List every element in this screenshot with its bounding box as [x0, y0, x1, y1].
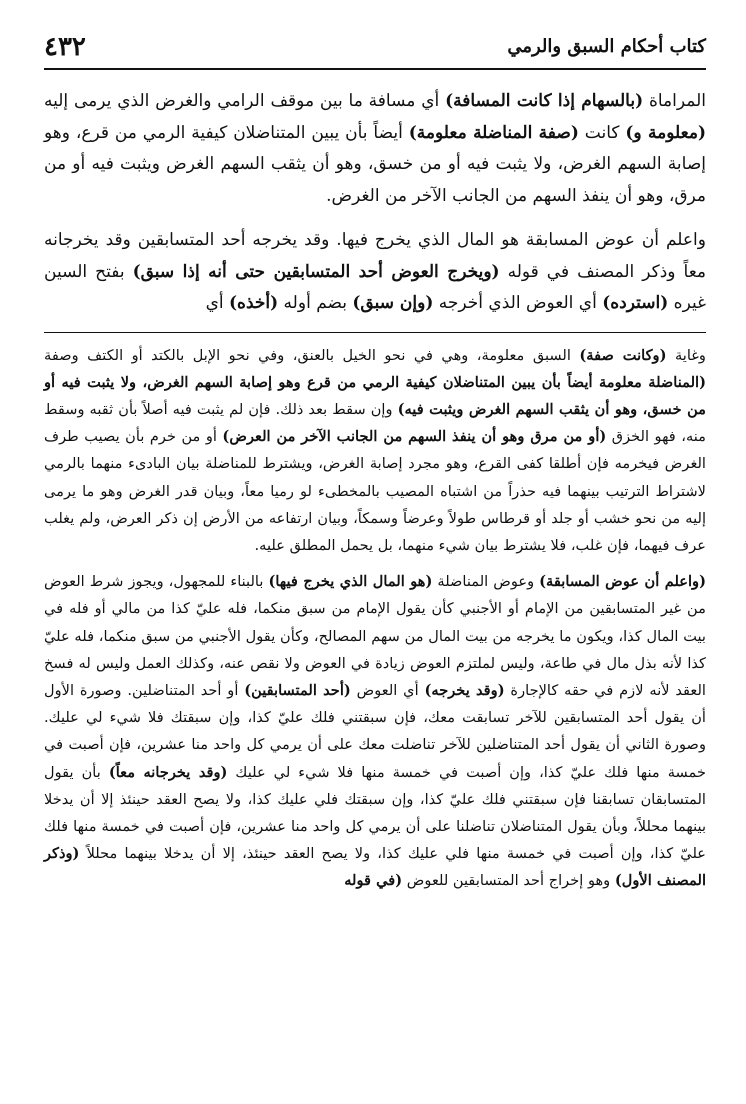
- text-run: المراماة: [643, 91, 707, 111]
- bold-quote: (وذكر المصنف الأول): [44, 845, 706, 890]
- text-run: وهو إخراج أحد المتسابقين للعوض: [402, 872, 615, 890]
- main-paragraph: [44, 225, 706, 320]
- page-number: ٤٣٢: [44, 32, 86, 62]
- bold-quote: (أو من مرق وهو أن ينفذ السهم من الجانب الآخر من العرض): [222, 428, 607, 446]
- bold-quote: (وقد يخرجانه معاً): [108, 763, 228, 781]
- bold-quote: (هو المال الذي يخرج فيها): [268, 573, 433, 591]
- text-run: أي العوض: [350, 681, 425, 699]
- text-run: أي مسافة ما بين موقف الرامي والغرض الذي يرمى إليه: [44, 91, 446, 111]
- bold-quote: (واعلم أن عوض المسابقة): [539, 573, 706, 591]
- text-run: بالبناء للمجهول، ويجوز شرط العوض من غير المتسابقين من الإمام أو الأجنبي كأن يقول الإمام من سبق منكما، فله عليّ كذا من مالي أو فله في بيت المال كذا، ويكون ما يخرجه من بيت المال من سهم المصالح، وكأن يقول الأجنبي من سبق منكما، فله عليّ كذا لأنه بذل مال في طاعة، وليس لملتزم العوض زيادة في العوض ولا نقص عنه، وكذلك العمل وليس له فسخ العقد لأنه لازم في حقه كالإجارة: [44, 573, 706, 699]
- text-run: أو أحد المتناضلين. وصورة الأول أن يقول أحد المتسابقين للآخر تسابقت معك، فإن سبقتني فلك عليّ كذا، وإن سبقتك فلا شيء لي عليك. وصورة الثاني أن يقول أحد المتناضلين للآخر تناضلت معك على أن يرمي كل واحد منا عشرين، فإن أصبت في خمسة منها فلك عليّ كذا، وإن أصبت في خمسة منها فلا شيء لي عليك: [44, 681, 706, 781]
- text-run: وغاية: [666, 346, 706, 364]
- text-run: أيضاً بأن يبين المتناضلان كيفية الرمي من قرع، وهو إصابة السهم الغرض، ولا يثبت فيه أو من خسق، وهو أن يثقب السهم الغرض ويثبت فيه أو من مرق، وهو أن ينفذ السهم من الجانب الآخر من الغرض.: [44, 122, 706, 206]
- text-run: وعوض المناضلة: [432, 573, 540, 591]
- commentary-text: [44, 342, 706, 895]
- bold-quote: (المناضلة معلومة أيضاً بأن يبين المتناضلان كيفية الرمي من قرع وهو إصابة السهم الغرض، ولا يثبت فيه أو من خسق، وهو أن يثقب السهم الغرض ويثبت فيه): [44, 373, 706, 418]
- text-run: أي: [205, 293, 229, 313]
- text-run: أو من خرم بأن يصيب طرف الغرض فيخرمه فإن أطلقا كفى القرع، وهو مجرد إصابة الغرض، ويشترط للمناضلة بيان البادىء منهما بالرمي لاشتراط الترتيب بينهما فيه حذراً من اشتباه المصيب بالمخطىء لو رميا معاً، وبيان قدر الغرض وهو ما يرمى إليه من نحو خشب أو جلد أو قرطاس طولاً وعرضاً وسمكاً، وبيان ارتفاعه من الأرض إن ذكر العرض، ولم يغلب عرف فيهما، فإن غلب، فلا يشترط بيان شيء منهما، بل يحمل المطلق عليه.: [44, 428, 706, 554]
- bold-quote: (معلومة و): [625, 122, 707, 143]
- bold-quote: (ويخرج العوض أحد المتسابقين حتى أنه إذا سبق): [132, 261, 500, 282]
- text-run: أي العوض الذي أخرجه: [433, 293, 603, 313]
- text-run: وإن سقط بعد ذلك. فإن لم يثبت فيه أصلاً بأن ثقبه وسقط منه، فهو الخزق: [44, 400, 706, 446]
- bold-quote: (وكانت صفة): [579, 346, 667, 364]
- bold-quote: (بالسهام إذا كانت المسافة): [445, 91, 644, 111]
- text-run: السبق معلومة، وهي في نحو الخيل بالعنق، وفي نحو الإبل بالكتد أو الكتف وصفة: [44, 346, 580, 364]
- main-paragraph: [44, 86, 706, 212]
- main-text: [44, 86, 706, 320]
- text-run: بضم أوله: [278, 293, 353, 313]
- bold-quote: (استرده): [602, 293, 669, 313]
- bold-quote: (أخذه): [229, 293, 279, 313]
- bold-quote: (وإن سبق): [352, 293, 434, 313]
- page-header: [44, 32, 706, 72]
- commentary-paragraph: [44, 342, 706, 560]
- running-title: كتاب أحكام السبق والرمي: [507, 36, 706, 57]
- text-run: بأن يقول المتسابقان تسابقنا فإن سبقتني فلك عليّ كذا، وإن سبقتك فلي عليك كذا، ولا يصح العقد حينئذ إلا أن يدخلا بينهما محللاً، وبأن يقول المتناضلان تناضلنا على أن يرمي كل واحد منا عشرين، فإن أصبت في خمسة منها فلك عليّ كذا، وإن أصبت في خمسة منها فلي عليك كذا، ولا يصح العقد حينئذ، إلا أن يدخلا بينهما محللاً: [44, 763, 706, 863]
- commentary-paragraph: [44, 568, 706, 894]
- bold-quote: (أحد المتسابقين): [244, 681, 351, 699]
- text-run: واعلم أن عوض المسابقة هو المال الذي يخرج فيها. وقد يخرجه أحد المتسابقين وقد يخرجانه معاً وذكر المصنف في قوله: [44, 230, 706, 282]
- bold-quote: (وقد يخرجه): [424, 681, 505, 699]
- bold-quote: (في قوله: [344, 872, 403, 890]
- header-rule: [44, 68, 706, 70]
- text-run: كانت: [578, 122, 626, 143]
- bold-quote: (صفة المناضلة معلومة): [408, 122, 579, 143]
- text-run: بفتح السين غيره: [44, 261, 706, 313]
- footnote-divider: [44, 332, 706, 333]
